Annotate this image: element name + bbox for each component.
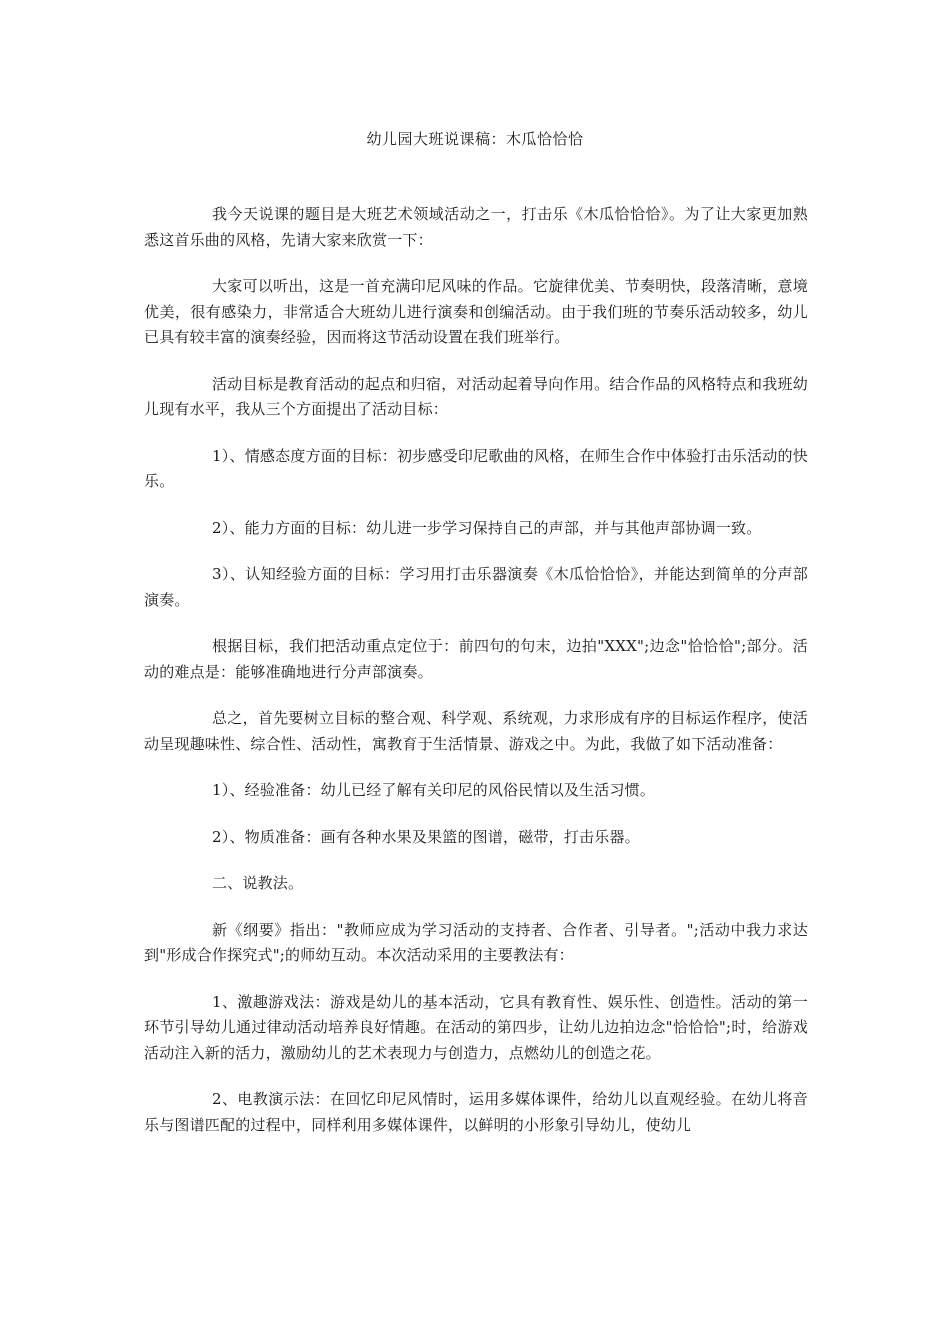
section-heading-methods: 二、说教法。 (212, 874, 304, 892)
paragraph-analysis: 大家可以听出，这是一首充满印尼风味的作品。它旋律优美、节奏明快，段落清晰，意境优美，很有感染力，非常适合大班幼儿进行演奏和创编活动。由于我们班的节奏乐活动较多，幼儿已具有较丰富的演奏经验，因而将这节活动设置在我们班举行。 (144, 277, 808, 346)
paragraph-method-1: 1、激趣游戏法：游戏是幼儿的基本活动，它具有教育性、娱乐性、创造性。活动的第一环节引导幼儿通过律动活动培养良好情趣。在活动的第四步，让幼儿边拍边念"恰恰恰";时，给游戏活动注入新的活力，激励幼儿的艺术表现力与创造力，点燃幼儿的创造之花。 (144, 992, 808, 1062)
paragraph-prep-1: 1）、经验准备：幼儿已经了解有关印尼的风俗民情以及生活习惯。 (212, 781, 656, 799)
paragraph-key-points: 根据目标，我们把活动重点定位于：前四句的句末，边拍"XXX";边念"恰恰恰";部分。活动的难点是：能够准确地进行分声部演奏。 (144, 637, 808, 681)
paragraph-goal-1: 1）、情感态度方面的目标：初步感受印尼歌曲的风格，在师生合作中体验打击乐活动的快乐。 (144, 446, 808, 490)
paragraph-prep-2: 2）、物质准备：画有各种水果及果篮的图谱，磁带，打击乐器。 (212, 827, 640, 846)
paragraph-summary: 总之，首先要树立目标的整合观、科学观、系统观，力求形成有序的目标运作程序，使活动呈现趣味性、综合性、活动性，寓教育于生活情景、游戏之中。为此，我做了如下活动准备： (144, 709, 808, 753)
paragraph-methods-intro: 新《纲要》指出："教师应成为学习活动的支持者、合作者、引导者。";活动中我力求达到"形成合作探究式";的师幼互动。本次活动采用的主要教法有： (144, 920, 808, 964)
paragraph-method-2: 2、电教演示法：在回忆印尼风情时，运用多媒体课件，给幼儿以直观经验。在幼儿将音乐与图谱匹配的过程中，同样利用多媒体课件，以鲜明的小形象引导幼儿，使幼儿 (144, 1090, 808, 1134)
document-title: 幼儿园大班说课稿：木瓜恰恰恰 (366, 130, 584, 148)
document-body (144, 202, 808, 1159)
paragraph-intro: 我今天说课的题目是大班艺术领域活动之一，打击乐《木瓜恰恰恰》。为了让大家更加熟悉这首乐曲的风格，先请大家来欣赏一下： (144, 205, 808, 249)
paragraph-goal-3: 3）、认知经验方面的目标：学习用打击乐器演奏《木瓜恰恰恰》，并能达到简单的分声部演奏。 (144, 565, 808, 609)
paragraph-goal-2: 2）、能力方面的目标：幼儿进一步学习保持自己的声部，并与其他声部协调一致。 (212, 518, 762, 537)
paragraph-goals-intro: 活动目标是教育活动的起点和归宿，对活动起着导向作用。结合作品的风格特点和我班幼儿现有水平，我从三个方面提出了活动目标： (144, 374, 808, 418)
